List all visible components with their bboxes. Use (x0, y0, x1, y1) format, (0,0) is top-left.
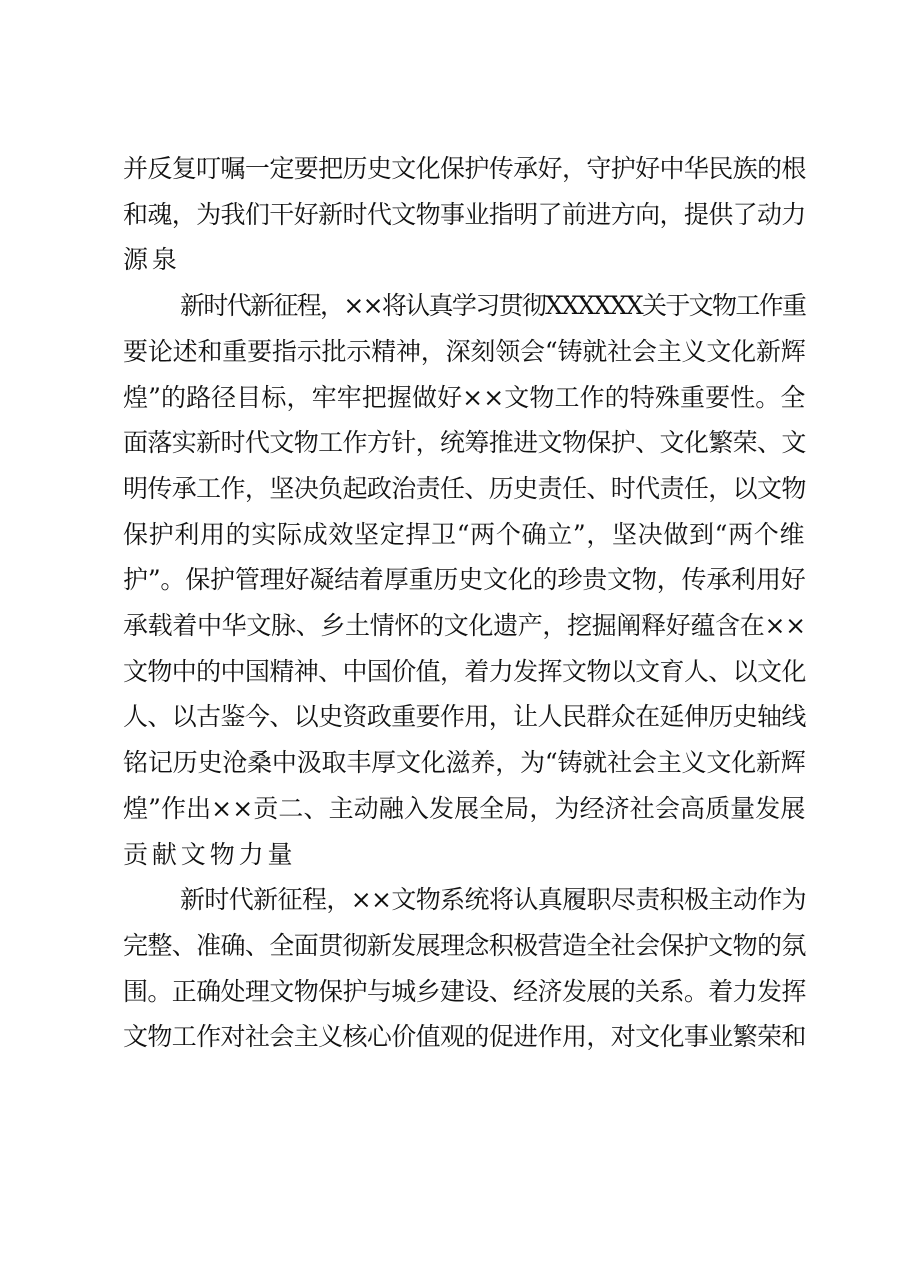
text-line: 新时代新征程，××将认真学习贯彻XXXXXX关于文物工作重 (180, 291, 806, 321)
text-line: 煌”的路径目标，牢牢把握做好××文物工作的特殊重要性。全 (123, 382, 806, 412)
text-line: 要论述和重要指示批示精神，深刻领会“铸就社会主义文化新辉 (123, 336, 806, 366)
text-line: 文物中的中国精神、中国价值，着力发挥文物以文育人、以文化 (123, 656, 806, 686)
text-line: 明传承工作，坚决负起政治责任、历史责任、时代责任，以文物 (123, 473, 806, 503)
paragraph-2 (123, 283, 807, 877)
text-line: 新时代新征程，××文物系统将认真履职尽责积极主动作为 (180, 885, 806, 915)
paragraph-1 (123, 146, 807, 283)
text-line: 承载着中华文脉、乡土情怀的文化遗产，挖掘阐释好蕴含在×× (123, 611, 806, 641)
text-line: 文物工作对社会主义核心价值观的促进作用，对文化事业繁荣和 (123, 1022, 806, 1052)
text-line: 源泉 (123, 245, 181, 275)
text-line: 完整、准确、全面贯彻新发展理念积极营造全社会保护文物的氛 (123, 930, 806, 960)
text-line: 人、以古鉴今、以史资政重要作用，让人民群众在延伸历史轴线 (123, 702, 806, 732)
document-body (123, 146, 807, 1060)
paragraph-3 (123, 877, 807, 1060)
text-line: 面落实新时代文物工作方针，统筹推进文物保护、文化繁荣、文 (123, 428, 806, 458)
text-line: 煌”作出××贡二、主动融入发展全局，为经济社会高质量发展 (123, 793, 806, 823)
text-line: 并反复叮嘱一定要把历史文化保护传承好，守护好中华民族的根 (123, 154, 806, 183)
text-line: 保护利用的实际成效坚定捍卫“两个确立”，坚决做到“两个维 (123, 519, 806, 549)
text-line: 贡献文物力量 (123, 839, 297, 869)
text-line: 护”。保护管理好凝结着厚重历史文化的珍贵文物，传承利用好 (123, 565, 806, 595)
text-line: 围。正确处理文物保护与城乡建设、经济发展的关系。着力发挥 (123, 976, 806, 1006)
text-line: 和魂，为我们干好新时代文物事业指明了前进方向，提供了动力 (123, 199, 806, 229)
text-line: 铭记历史沧桑中汲取丰厚文化滋养，为“铸就社会主义文化新辉 (123, 748, 806, 778)
